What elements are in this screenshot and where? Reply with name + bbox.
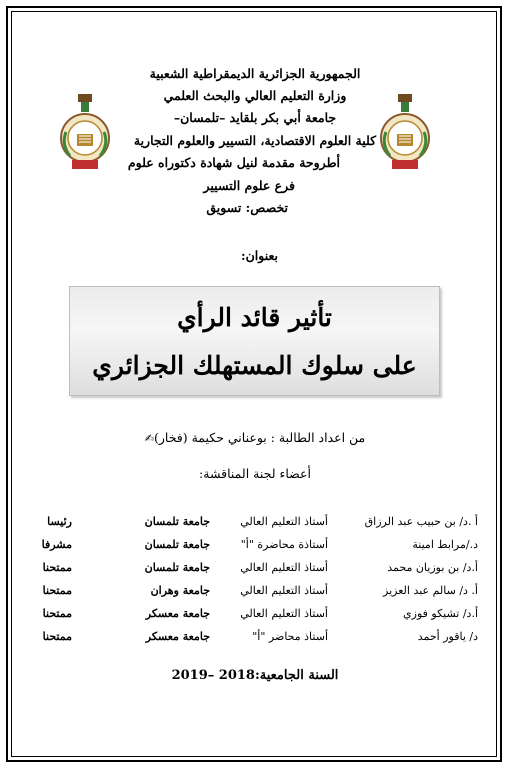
branch-line: فرع علوم التسيير <box>203 178 295 193</box>
university-crest-left-icon <box>58 92 112 174</box>
member-role: رئيسا <box>47 515 72 528</box>
member-name: د./مرابط امينة <box>412 538 478 551</box>
committee-heading: أعضاء لجنة المناقشة: <box>199 466 311 481</box>
member-name: أ. د/ سالم عبد العزيز <box>383 584 478 597</box>
member-university: جامعة معسكر <box>145 607 210 620</box>
university-line: جامعة أبي بكر بلقايد –تلمسان– <box>173 110 337 125</box>
thesis-title-box <box>69 286 440 396</box>
member-university: جامعة تلمسان <box>144 538 210 551</box>
member-university: جامعة وهران <box>150 584 210 597</box>
thesis-title-line-2: على سلوك المستهلك الجزائري <box>92 351 417 380</box>
committee-row <box>0 630 510 650</box>
committee-row <box>0 538 510 558</box>
member-role: ممتحنا <box>42 561 72 574</box>
member-rank: أستاذ التعليم العالي <box>240 584 328 597</box>
member-name: أ .د/ بن حبيب عبد الرزاق <box>364 515 478 528</box>
prepared-by-text: من اعداد الطالبة : بوعناني حكيمة (فخار) <box>153 430 366 445</box>
republic-line: الجمهورية الجزائرية الديمقراطية الشعبية <box>149 66 361 81</box>
member-rank: أستاذ التعليم العالي <box>240 515 328 528</box>
member-name: أ.د/ تشيكو فوزي <box>403 607 478 620</box>
member-role: ممتحنا <box>42 630 72 643</box>
member-university: جامعة تلمسان <box>144 561 210 574</box>
specialty-line: تخصص: تسويق <box>206 200 288 215</box>
thesis-line: أطروحة مقدمة لنيل شهادة دكتوراه علوم <box>127 155 340 170</box>
member-role: ممتحنا <box>42 584 72 597</box>
prepared-by <box>0 430 510 445</box>
member-rank: أستاذ التعليم العالي <box>240 561 328 574</box>
member-name: أ.د/ بن بوزيان محمد <box>387 561 478 574</box>
ministry-line: وزارة التعليم العالي والبحث العلمي <box>163 88 347 103</box>
member-name: د/ ياقور أحمد <box>417 630 478 643</box>
member-rank: أستاذ التعليم العالي <box>240 607 328 620</box>
member-university: جامعة تلمسان <box>144 515 210 528</box>
pen-icon: ✍ <box>144 432 154 445</box>
member-rank: أستاذ محاضر "أ" <box>252 630 328 643</box>
member-rank: أستاذة محاضرة "أ" <box>240 538 328 551</box>
member-role: مشرفا <box>41 538 72 551</box>
thesis-title-line-1: تأثير قائد الرأي <box>177 303 332 332</box>
academic-year: السنة الجامعية:2018 –2019 <box>171 668 339 683</box>
committee-row <box>0 515 510 535</box>
committee-row <box>0 607 510 627</box>
member-role: ممتحنا <box>42 607 72 620</box>
member-university: جامعة معسكر <box>145 630 210 643</box>
faculty-line: كلية العلوم الاقتصادية، التسيير والعلوم التجارية <box>133 133 377 148</box>
committee-row <box>0 561 510 581</box>
subject-label: بعنوان: <box>240 248 278 263</box>
committee-row <box>0 584 510 604</box>
